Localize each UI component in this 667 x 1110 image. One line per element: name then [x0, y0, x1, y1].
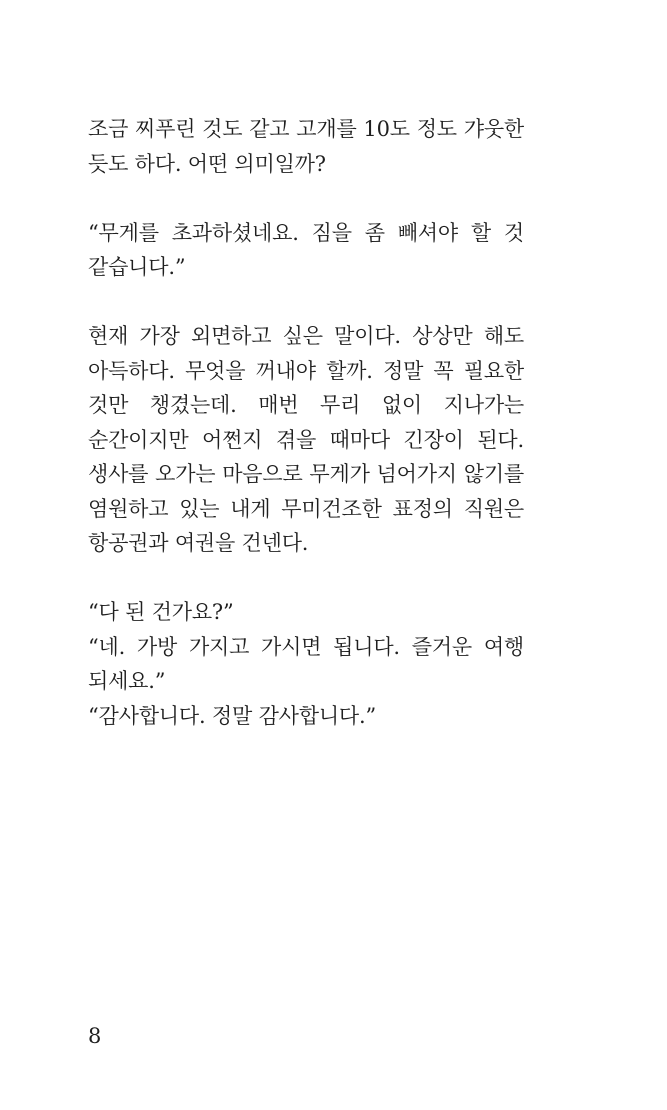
body-text [88, 112, 524, 733]
paragraph-1 [88, 112, 524, 181]
text-line: 같습니다.” [88, 255, 186, 279]
text-line: “무게를 초과하셨네요. 짐을 좀 빼셔야 할 것 [88, 220, 524, 245]
text-line: “다 된 건가요?” [88, 600, 234, 624]
text-line: 되세요.” [88, 669, 166, 693]
paragraph-2 [88, 216, 524, 285]
text-line: “감사합니다. 정말 감사합니다.” [88, 703, 377, 728]
text-line: 염원하고 있는 내게 무미건조한 표정의 직원은 [88, 496, 524, 521]
text-line: 아득하다. 무엇을 꺼내야 할까. 정말 꼭 필요한 [88, 358, 524, 383]
text-line: 조금 찌푸린 것도 같고 고개를 10도 정도 갸웃한 [88, 117, 524, 141]
paragraph-4 [88, 595, 524, 733]
text-line: 것만 챙겼는데. 매번 무리 없이 지나가는 [88, 393, 524, 417]
text-line: 현재 가장 외면하고 싶은 말이다. 상상만 해도 [88, 324, 524, 348]
text-line: “네. 가방 가지고 가시면 됩니다. 즐거운 여행 [88, 634, 524, 659]
text-line: 항공권과 여권을 건넨다. [88, 531, 309, 555]
text-line: 순간이지만 어쩐지 겪을 때마다 긴장이 된다. [88, 427, 524, 452]
paragraph-spacer [88, 181, 524, 216]
paragraph-spacer [88, 285, 524, 320]
text-line: 듯도 하다. 어떤 의미일까? [88, 151, 326, 176]
paragraph-spacer [88, 561, 524, 596]
text-line: 생사를 오가는 마음으로 무게가 넘어가지 않기를 [88, 462, 524, 486]
page-number: 8 [88, 1024, 102, 1048]
paragraph-3 [88, 319, 524, 561]
